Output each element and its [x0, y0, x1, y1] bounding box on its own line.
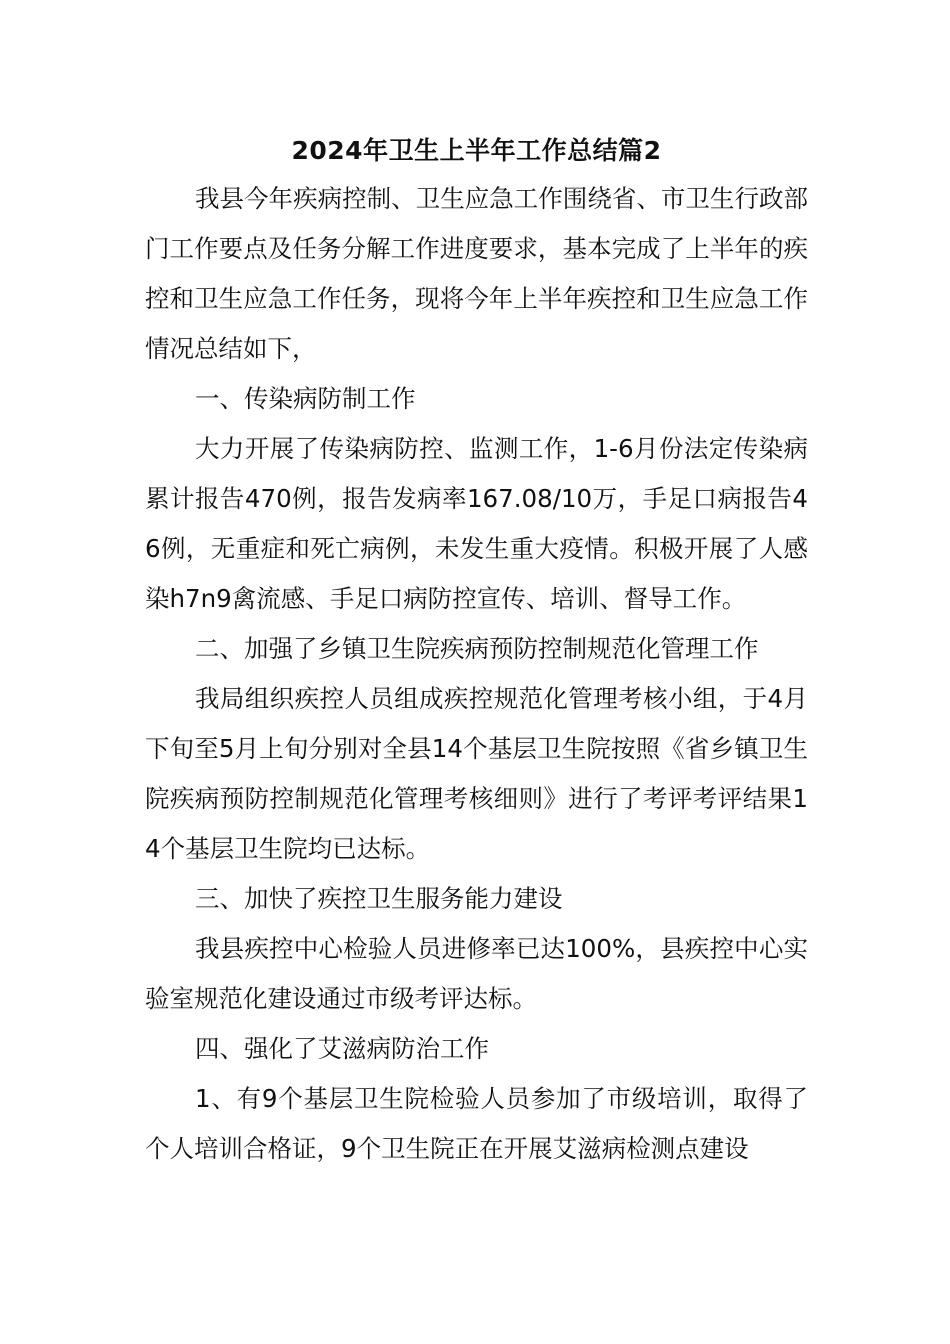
document-body — [145, 128, 808, 1174]
section-heading-2: 二、加强了乡镇卫生院疾病预防控制规范化管理工作 — [195, 634, 759, 663]
section-heading-4: 四、强化了艾滋病防治工作 — [195, 1034, 489, 1063]
paragraph-section-2: 我局组织疾控人员组成疾控规范化管理考核小组，于4月下旬至5月上旬分别对全县14个基层卫生院按照《省乡镇卫生院疾病预防控制规范化管理考核细则》进行了考评考评结果14个基层卫生院均已达标。 — [145, 684, 808, 863]
section-heading-3: 三、加快了疾控卫生服务能力建设 — [195, 884, 563, 913]
paragraph-section-3: 我县疾控中心检验人员进修率已达100%，县疾控中心实验室规范化建设通过市级考评达标。 — [145, 934, 808, 1013]
document-title: 2024年卫生上半年工作总结篇2 — [291, 136, 662, 165]
paragraph-section-4: 1、有9个基层卫生院检验人员参加了市级培训，取得了个人培训合格证，9个卫生院正在开展艾滋病检测点建设 — [145, 1084, 808, 1163]
paragraph-section-1: 大力开展了传染病防控、监测工作，1-6月份法定传染病累计报告470例，报告发病率167.08/10万，手足口病报告46例，无重症和死亡病例，未发生重大疫情。积极开展了人感染h7n9禽流感、手足口病防控宣传、培训、督导工作。 — [145, 434, 808, 613]
paragraph-intro: 我县今年疾病控制、卫生应急工作围绕省、市卫生行政部门工作要点及任务分解工作进度要求，基本完成了上半年的疾控和卫生应急工作任务，现将今年上半年疾控和卫生应急工作情况总结如下， — [145, 184, 808, 363]
section-heading-1: 一、传染病防制工作 — [195, 384, 416, 413]
